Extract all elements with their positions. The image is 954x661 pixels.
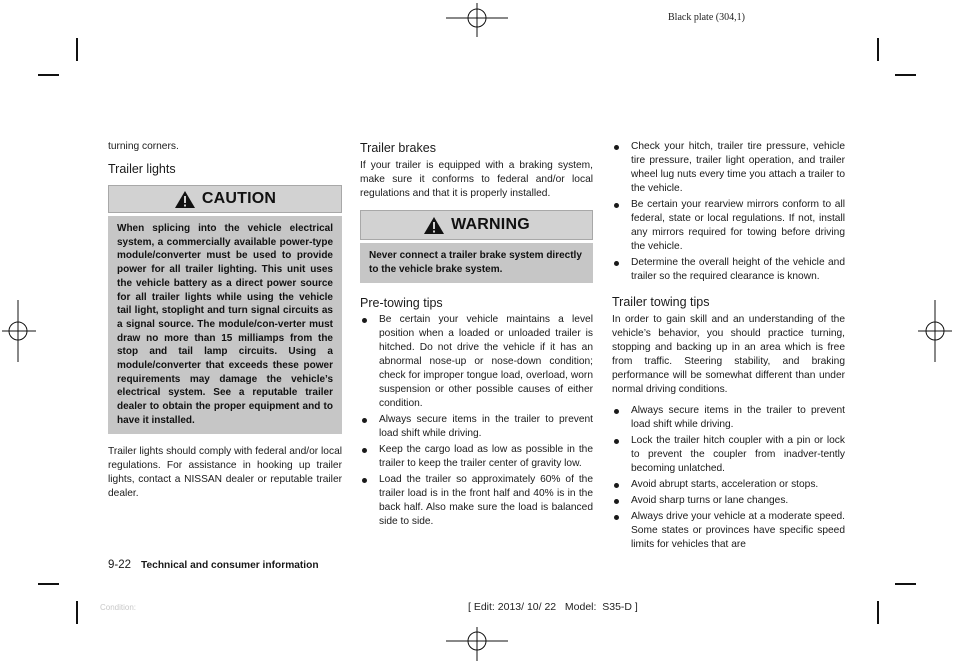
- list-item: Determine the overall height of the vehicle and trailer so the required clearance is known.: [612, 256, 845, 284]
- caution-body: [108, 213, 342, 434]
- crop-mark: [38, 583, 59, 585]
- crop-mark: [877, 38, 879, 61]
- section-heading-pre-towing-tips: Pre-towing tips: [360, 296, 443, 311]
- warning-text: Never connect a trailer brake system directly to the vehicle brake system.: [369, 250, 582, 275]
- list-item: Avoid abrupt starts, acceleration or stops.: [612, 478, 845, 492]
- crop-mark: [76, 38, 78, 61]
- caution-header: [108, 185, 342, 213]
- paragraph: Trailer lights should comply with federal and/or local regulations. For assistance in hooking up trailer lights, contact a NISSAN dealer or reputable trailer dealer.: [108, 445, 342, 499]
- crop-mark: [76, 601, 78, 624]
- caution-text: When splicing into the vehicle electrical system, a commercially available power-type module/converter must be used to provide power for all trailer lighting. This unit uses the vehicle battery as a direct power source for all trailer lights while using the vehicle tail light, stoplight and turn signal circuits as a signal source. The module/con-verter must draw no more than 15 milliamps from the stop and tail lamp circuits. Using a module/converter that exceeds these power requirements may damage the vehicle’s electrical system. See a reputable trailer dealer to obtain the proper equipment and to have it installed.: [117, 223, 333, 426]
- section-heading-trailer-brakes: Trailer brakes: [360, 141, 436, 155]
- list-item: Check your hitch, trailer tire pressure, vehicle tire pressure, trailer light operation, and trailer wheel lug nuts every time you attach a trailer to the vehicle.: [612, 140, 845, 196]
- list-item: Always secure items in the trailer to prevent load shift while driving.: [360, 413, 593, 441]
- caution-box: [108, 185, 342, 434]
- paragraph: In order to gain skill and an understanding of the vehicle’s behavior, you should practice turning, stopping and backing up in an area which is free from traffic. Steering stability, and braking performance will be somewhat different than under normal driving conditions.: [612, 314, 845, 395]
- section-heading-trailer-towing-tips: Trailer towing tips: [612, 295, 710, 309]
- list-item: Keep the cargo load as low as possible in the trailer to keep the trailer center of gravity low.: [360, 443, 593, 471]
- towing-tips-list: [612, 404, 845, 552]
- intro-text: turning corners.: [108, 141, 179, 152]
- column-middle: [360, 140, 593, 531]
- paragraph: If your trailer is equipped with a braking system, make sure it conforms to federal and/or local regulations and that it is properly installed.: [360, 160, 593, 199]
- warning-triangle-icon: [423, 216, 445, 235]
- crop-mark: [877, 601, 879, 624]
- registration-mark-icon: [446, 3, 508, 37]
- list-item: Always drive your vehicle at a moderate speed. Some states or provinces have specific speed limits for vehicles that are: [612, 510, 845, 552]
- column-left: [108, 140, 342, 501]
- section-heading-trailer-lights: Trailer lights: [108, 162, 176, 176]
- section-title: Technical and consumer information: [141, 560, 319, 571]
- list-item: Be certain your rearview mirrors conform to all federal, state or local regulations. If not, install any mirrors required for towing before driving the vehicle.: [612, 198, 845, 254]
- caution-label: CAUTION: [201, 190, 277, 207]
- pre-towing-list: [360, 313, 593, 529]
- list-item: Avoid sharp turns or lane changes.: [612, 494, 845, 508]
- page-footer: [108, 559, 319, 571]
- crop-mark: [895, 74, 916, 76]
- warning-body: [360, 240, 593, 283]
- registration-mark-icon: [918, 300, 952, 362]
- list-item: Lock the trailer hitch coupler with a pin or lock to prevent the coupler from inadver-tently becoming unlatched.: [612, 434, 845, 476]
- plate-label: Black plate (304,1): [668, 12, 745, 23]
- warning-label: WARNING: [451, 216, 530, 233]
- list-item: Be certain your vehicle maintains a level position when a loaded or unloaded trailer is hitched. Do not drive the vehicle if it has an abnormal nose-up or nose-down condition; check for improper tongue load, overload, worn suspension or other possible causes of either condition.: [360, 313, 593, 411]
- edit-info: [ Edit: 2013/ 10/ 22 Model: S35-D ]: [468, 601, 638, 613]
- list-item: Load the trailer so approximately 60% of the trailer load is in the front half and 40% is in the back half. Also make sure the load is balanced side to side.: [360, 473, 593, 529]
- list-item: Always secure items in the trailer to prevent load shift while driving.: [612, 404, 845, 432]
- warning-header: [360, 210, 593, 240]
- crop-mark: [38, 74, 59, 76]
- condition-label: Condition:: [100, 603, 137, 612]
- checks-list: [612, 140, 845, 284]
- warning-box: [360, 210, 593, 283]
- registration-mark-icon: [446, 627, 508, 661]
- warning-triangle-icon: [174, 190, 196, 209]
- crop-mark: [895, 583, 916, 585]
- page-number: 9-22: [108, 559, 132, 571]
- column-right: [612, 140, 845, 554]
- registration-mark-icon: [2, 300, 36, 362]
